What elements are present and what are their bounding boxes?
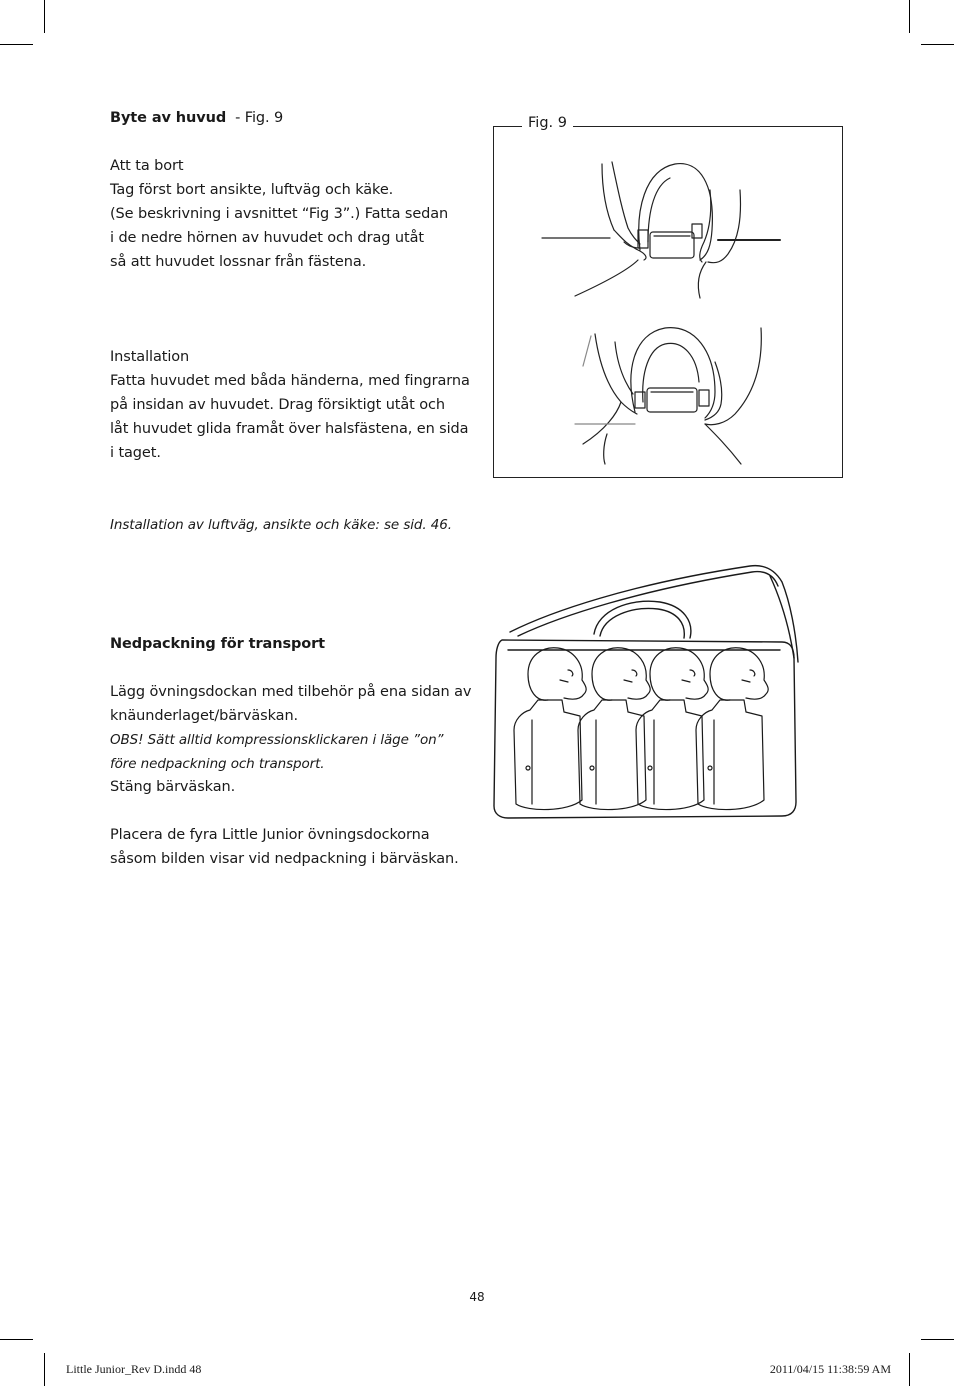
remove-line: så att huvudet lossnar från fästena. bbox=[110, 254, 367, 270]
section-heading bbox=[110, 106, 283, 130]
remove-line: Tag först bort ansikte, luftväg och käke. bbox=[110, 182, 394, 198]
section-title: Byte av huvud bbox=[110, 110, 227, 126]
crop-mark bbox=[0, 44, 33, 45]
page-number: 48 bbox=[469, 1290, 485, 1304]
remove-line: (Se beskrivning i avsnittet “Fig 3”.) Fatta sedan bbox=[110, 206, 449, 222]
slug-timestamp: 2011/04/15 11:38:59 AM bbox=[769, 1362, 891, 1376]
install-heading: Installation bbox=[110, 349, 190, 365]
transport-line: knäunderlaget/bärväskan. bbox=[110, 708, 299, 724]
carry-bag-illustration bbox=[490, 562, 805, 822]
install-line: Fatta huvudet med båda händerna, med fingrarna bbox=[110, 373, 470, 389]
transport-line: Stäng bärväskan. bbox=[110, 779, 236, 795]
transport-line: såsom bilden visar vid nedpackning i bärväskan. bbox=[110, 851, 459, 867]
crop-mark bbox=[44, 0, 45, 33]
transport-heading: Nedpackning för transport bbox=[110, 636, 326, 652]
install-line: i taget. bbox=[110, 445, 161, 461]
transport-note: före nedpackning och transport. bbox=[110, 756, 325, 772]
crop-mark bbox=[921, 44, 954, 45]
slug-filename: Little Junior_Rev D.indd 48 bbox=[66, 1362, 202, 1376]
transport-line: Placera de fyra Little Junior övningsdockorna bbox=[110, 827, 430, 843]
crop-mark bbox=[44, 1353, 45, 1386]
figure-reference: - Fig. 9 bbox=[235, 110, 284, 126]
remove-heading: Att ta bort bbox=[110, 158, 184, 174]
figure-9-label: Fig. 9 bbox=[522, 113, 573, 133]
head-removal-illustration bbox=[540, 150, 790, 300]
install-line: på insidan av huvudet. Drag försiktigt utåt och bbox=[110, 397, 445, 413]
crop-mark bbox=[921, 1339, 954, 1340]
manikin-group bbox=[514, 648, 768, 810]
head-installation-illustration bbox=[565, 322, 785, 472]
install-note: Installation av luftväg, ansikte och käke: se sid. 46. bbox=[110, 517, 452, 533]
transport-line: Lägg övningsdockan med tilbehör på ena sidan av bbox=[110, 684, 472, 700]
crop-mark bbox=[0, 1339, 33, 1340]
transport-note: OBS! Sätt alltid kompressionsklickaren i läge ”on” bbox=[110, 732, 444, 748]
crop-mark bbox=[909, 0, 910, 33]
install-line: låt huvudet glida framåt över halsfästena, en sida bbox=[110, 421, 469, 437]
remove-line: i de nedre hörnen av huvudet och drag utåt bbox=[110, 230, 424, 246]
crop-mark bbox=[909, 1353, 910, 1386]
